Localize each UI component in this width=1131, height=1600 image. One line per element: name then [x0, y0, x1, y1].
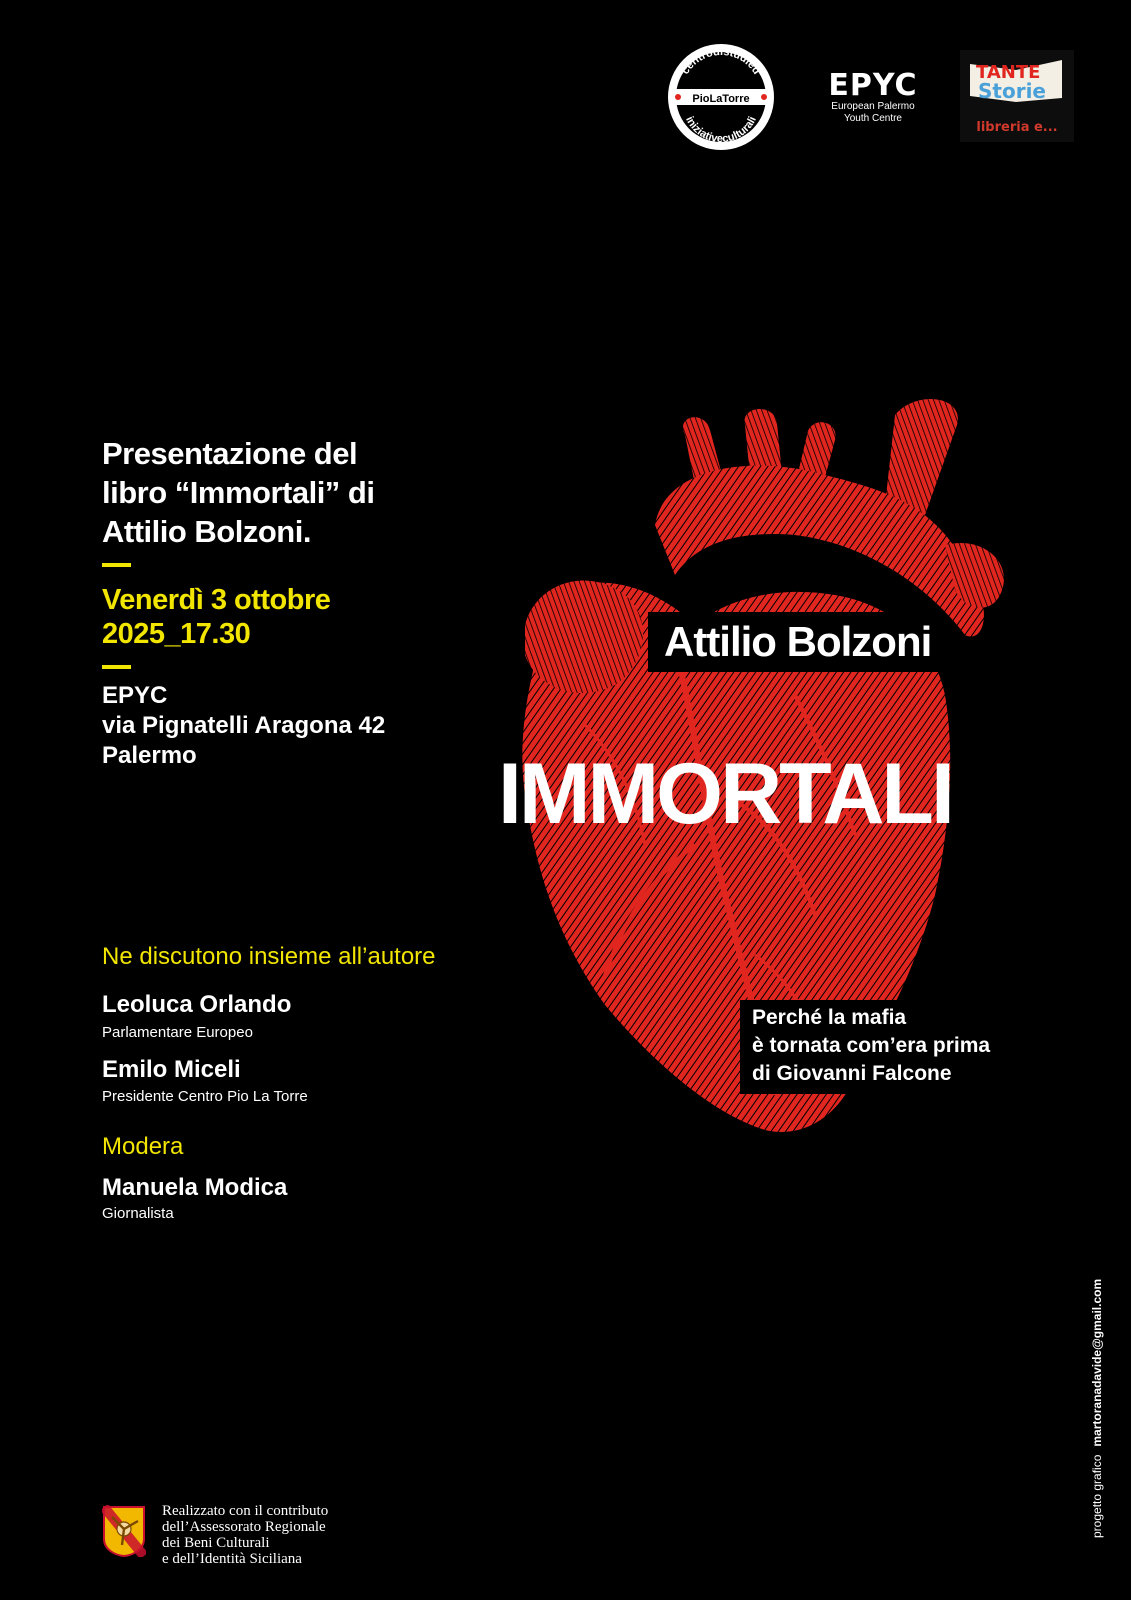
event-title [102, 434, 462, 551]
event-title-line-1: Presentazione del [102, 436, 358, 471]
divider-dash [102, 665, 131, 669]
cover-author: Attilio Bolzoni [648, 612, 943, 672]
venue-line-2: via Pignatelli Aragona 42 [102, 712, 386, 739]
moderator-name: Manuela Modica [102, 1174, 288, 1201]
event-title-line-3: Attilio Bolzoni. [102, 514, 311, 549]
credit-line-1: Realizzato con il contributo [162, 1503, 329, 1519]
logo-centro-pio-la-torre [666, 42, 776, 152]
epyc-line-2: Youth Centre [843, 113, 902, 124]
ts-word-1: TANTE [976, 62, 1041, 83]
logo-middle-text: PioLaTorre [692, 93, 750, 105]
credit-line-3: dei Beni Culturali [162, 1535, 270, 1551]
speaker-name: Emilo Miceli [102, 1056, 241, 1083]
ts-sub: libreria e... [976, 120, 1058, 135]
speaker-name: Leoluca Orlando [102, 991, 292, 1018]
venue-line-3: Palermo [102, 742, 197, 769]
event-date-line-2: 2025_17.30 [102, 618, 251, 650]
cover-subtitle-line-2: è tornata com’era prima [752, 1034, 991, 1057]
venue-line-1: EPYC [102, 682, 168, 709]
discussion-heading: Ne discutono insieme all’autore [102, 943, 436, 970]
ts-word-2: Storie [978, 79, 1046, 103]
cover-subtitle-line-3: di Giovanni Falcone [752, 1062, 952, 1085]
cover-subtitle-line-1: Perché la mafia [752, 1006, 907, 1029]
logo-top-text: centrodistudied [679, 45, 763, 77]
regione-sicilia-emblem [102, 1505, 146, 1557]
event-date [102, 583, 330, 651]
divider-dash [102, 563, 131, 567]
epyc-mark: EPYC [828, 68, 918, 103]
epyc-line-1: European Palermo [831, 101, 915, 112]
moderator-heading: Modera [102, 1133, 184, 1160]
design-label: progetto grafico [1090, 1454, 1104, 1538]
funding-credit [162, 1503, 328, 1567]
cover-title: IMMORTALI [498, 746, 952, 842]
event-date-line-1: Venerdì 3 ottobre [102, 584, 331, 616]
credit-line-4: e dell’Identità Siciliana [162, 1551, 302, 1567]
speaker-role: Parlamentare Europeo [102, 1024, 253, 1041]
event-title-line-2: libro “Immortali” di [102, 475, 375, 510]
logo-epyc [818, 68, 928, 124]
cover-subtitle [740, 1000, 994, 1094]
design-email: martoranadavide@gmail.com [1090, 1278, 1104, 1447]
credit-line-2: dell’Assessorato Regionale [162, 1519, 326, 1535]
speaker-role: Presidente Centro Pio La Torre [102, 1088, 308, 1105]
logo-bottom-text: iniziativeculturali [683, 114, 759, 146]
moderator-role: Giornalista [102, 1205, 174, 1222]
logo-tante-storie [960, 50, 1074, 142]
event-venue [102, 681, 385, 771]
design-credit [1090, 1279, 1104, 1538]
